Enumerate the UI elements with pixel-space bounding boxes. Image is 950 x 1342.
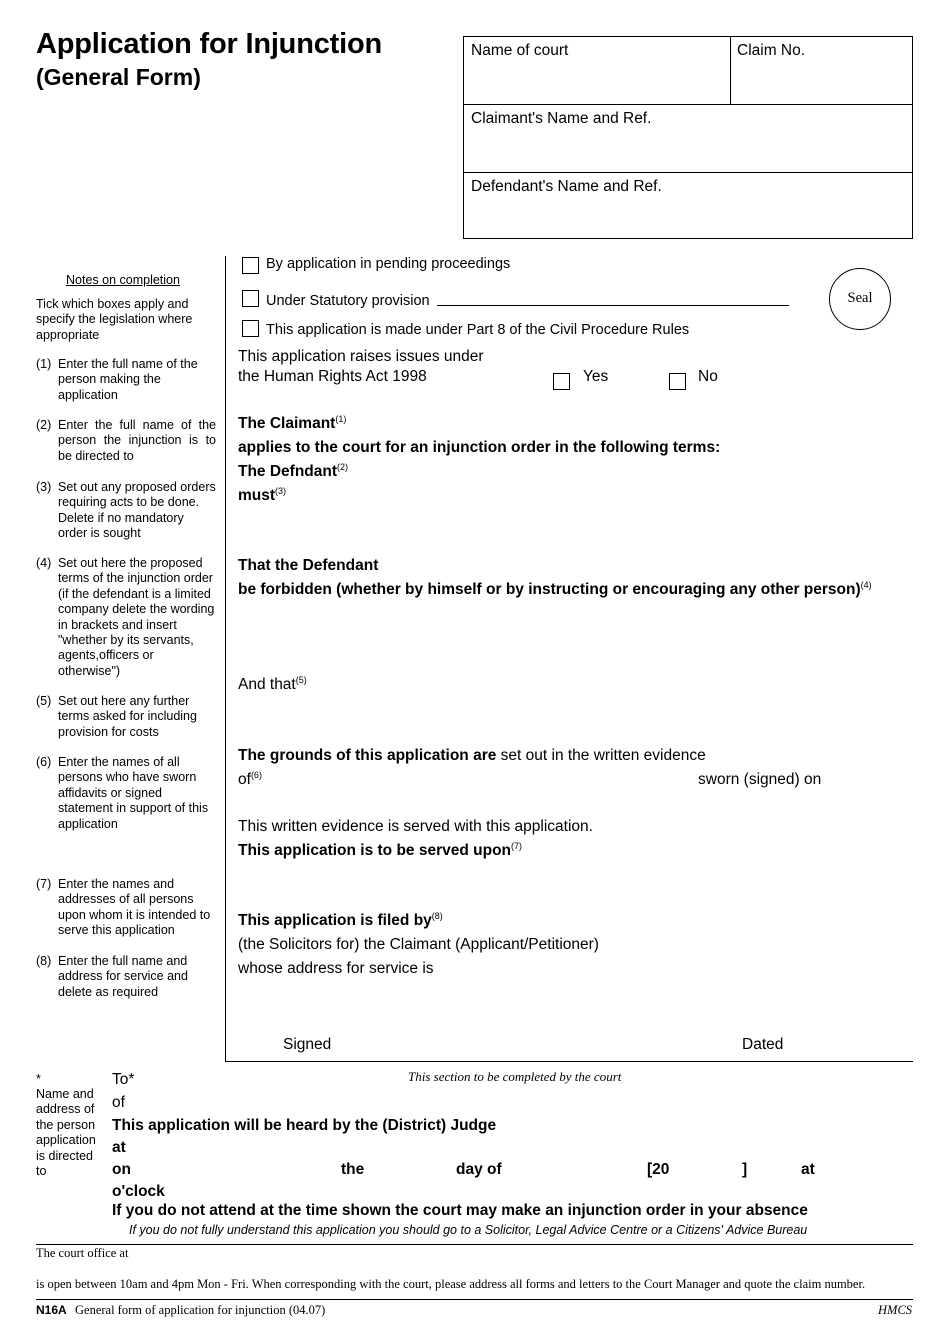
hra-question-line2: the Human Rights Act 1998 [238, 368, 427, 385]
form-subtitle: (General Form) [36, 64, 201, 90]
seal-label: Seal [847, 290, 873, 306]
hra-no-checkbox[interactable] [669, 373, 686, 390]
note-7: (7) Enter the names and addresses of all persons upon whom it is intended to serve this application [36, 877, 216, 939]
form-title: Application for Injunction [36, 28, 382, 60]
court-office-label[interactable]: The court office at [36, 1246, 129, 1260]
signed-label: Signed [283, 1036, 332, 1053]
hra-yes-label: Yes [583, 368, 609, 385]
evidence-of-text: $of^{(6)}$ [238, 770, 262, 788]
hra-no-label: No [698, 368, 718, 385]
notes-intro: Tick which boxes apply and specify the legislation where appropriate [36, 297, 193, 342]
column-divider [225, 256, 226, 1062]
claimant-row [464, 105, 912, 173]
hearing-the-label[interactable]: the [341, 1161, 365, 1178]
note-4: (4) Set out here the proposed terms of the injunction order (if the defendant is a limited company delete the wording in brackets and insert "whether by its servants, agents,officers or otherwise") [36, 556, 216, 679]
asterisk-mark: * [36, 1072, 41, 1086]
advice-text: If you do not fully understand this application you should go to a Solicitor, Legal Advice Centre or a Citizens' Advice Bureau [129, 1223, 808, 1237]
note-3: (3) Set out any proposed orders requiring acts to be done. Delete if no mandatory order is sought [36, 480, 216, 542]
served-with-text: This written evidence is served with this application. [238, 818, 593, 835]
cell-divider [730, 37, 731, 104]
recipient-side-label: Name and address of the person application is directed to [36, 1087, 96, 1179]
pending-proceedings-checkbox[interactable] [242, 257, 259, 274]
to-label[interactable]: To* [112, 1071, 135, 1088]
and-that-text: And that$^{(5)}$ [238, 675, 307, 693]
court-section-rule [36, 1244, 913, 1245]
sworn-on-text: sworn (signed) on [698, 771, 822, 788]
part8-checkbox[interactable] [242, 320, 259, 337]
hearing-at-label[interactable]: at [112, 1139, 126, 1156]
form-code: N16A [36, 1303, 67, 1317]
part8-label: This application is made under Part 8 of the Civil Procedure Rules [266, 322, 690, 338]
statutory-provision-label: Under Statutory provision [266, 293, 430, 309]
filed-by-heading: This application is filed $by^{(8)}$ [238, 911, 443, 929]
note-1: (1) Enter the full name of the person making the application [36, 357, 216, 403]
solicitors-text: (the Solicitors for) the Claimant (Applicant/Petitioner) [238, 936, 599, 953]
address-for-service-text: whose address for service is [238, 960, 434, 977]
office-hours-text: is open between 10am and 4pm Mon - Fri. When corresponding with the court, please address all forms and letters to the Court Manager and quote the claim number. [36, 1277, 866, 1291]
claimant-field[interactable]: Claimant's Name and Ref. [471, 110, 652, 127]
must-heading: must$^{(3)}$ [238, 486, 287, 504]
grounds-text: The grounds of this application are set out in the written evidence [238, 747, 706, 764]
heard-by-text: This application will be heard by the (District) Judge [112, 1117, 497, 1134]
note-6: (6) Enter the names of all persons who have sworn affidavits or signed statement in support of this application [36, 755, 216, 832]
statutory-provision-checkbox[interactable] [242, 290, 259, 307]
of-label[interactable]: of [112, 1094, 125, 1111]
served-upon-heading: This application is to be served upon$^{(7)}$ [238, 841, 523, 859]
court-section-note: This section to be completed by the court [408, 1069, 622, 1084]
note-5: (5) Set out here any further terms asked for including provision for costs [36, 694, 216, 740]
hearing-year-open[interactable]: [20 [647, 1161, 670, 1178]
hearing-year-close: ] [742, 1161, 748, 1178]
defendant-row [464, 173, 912, 239]
notes-title: Notes on completion [66, 273, 180, 287]
court-seal [829, 268, 891, 330]
note-8: (8) Enter the full name and address for service and delete as required [36, 954, 216, 1000]
claimant-heading: The Claimant$^{(1)}$ [238, 414, 347, 432]
pending-proceedings-label: By application in pending proceedings [266, 256, 511, 272]
statutory-provision-line[interactable] [437, 305, 789, 306]
note-2: (2) Enter the full name of the person the injunction is to be directed to [36, 418, 216, 464]
hearing-on-label[interactable]: on [112, 1161, 131, 1178]
hearing-day-of-label[interactable]: day of [456, 1161, 502, 1178]
absence-warning: If you do not attend at the time shown the court may make an injunction order in your absence [112, 1202, 808, 1219]
defendant-heading: The Defndant$^{(2)}$ [238, 462, 349, 480]
oclock-label: o'clock [112, 1183, 165, 1200]
footer-rule [36, 1299, 913, 1300]
defendant-field[interactable]: Defendant's Name and Ref. [471, 178, 662, 195]
forbidden-text: be forbidden (whether by himself or by instructing or encouraging any other person)$^{(4)}$ [238, 580, 872, 598]
court-claim-row [464, 37, 912, 105]
applies-text: applies to the court for an injunction order in the following terms: [238, 439, 721, 456]
signature-rule [225, 1061, 913, 1062]
hearing-time-at-label[interactable]: at [801, 1161, 815, 1178]
org-name: HMCS [878, 1303, 913, 1317]
dated-label: Dated [742, 1036, 784, 1053]
form-name: General form of application for injunction (04.07) [75, 1303, 326, 1317]
hra-yes-checkbox[interactable] [553, 373, 570, 390]
hra-question-line1: This application raises issues under [238, 348, 484, 365]
case-details-box [463, 36, 913, 239]
that-defendant-heading: That the Defendant [238, 557, 379, 574]
court-name-field[interactable]: Name of court [471, 42, 569, 59]
claim-no-field[interactable]: Claim No. [737, 42, 806, 59]
